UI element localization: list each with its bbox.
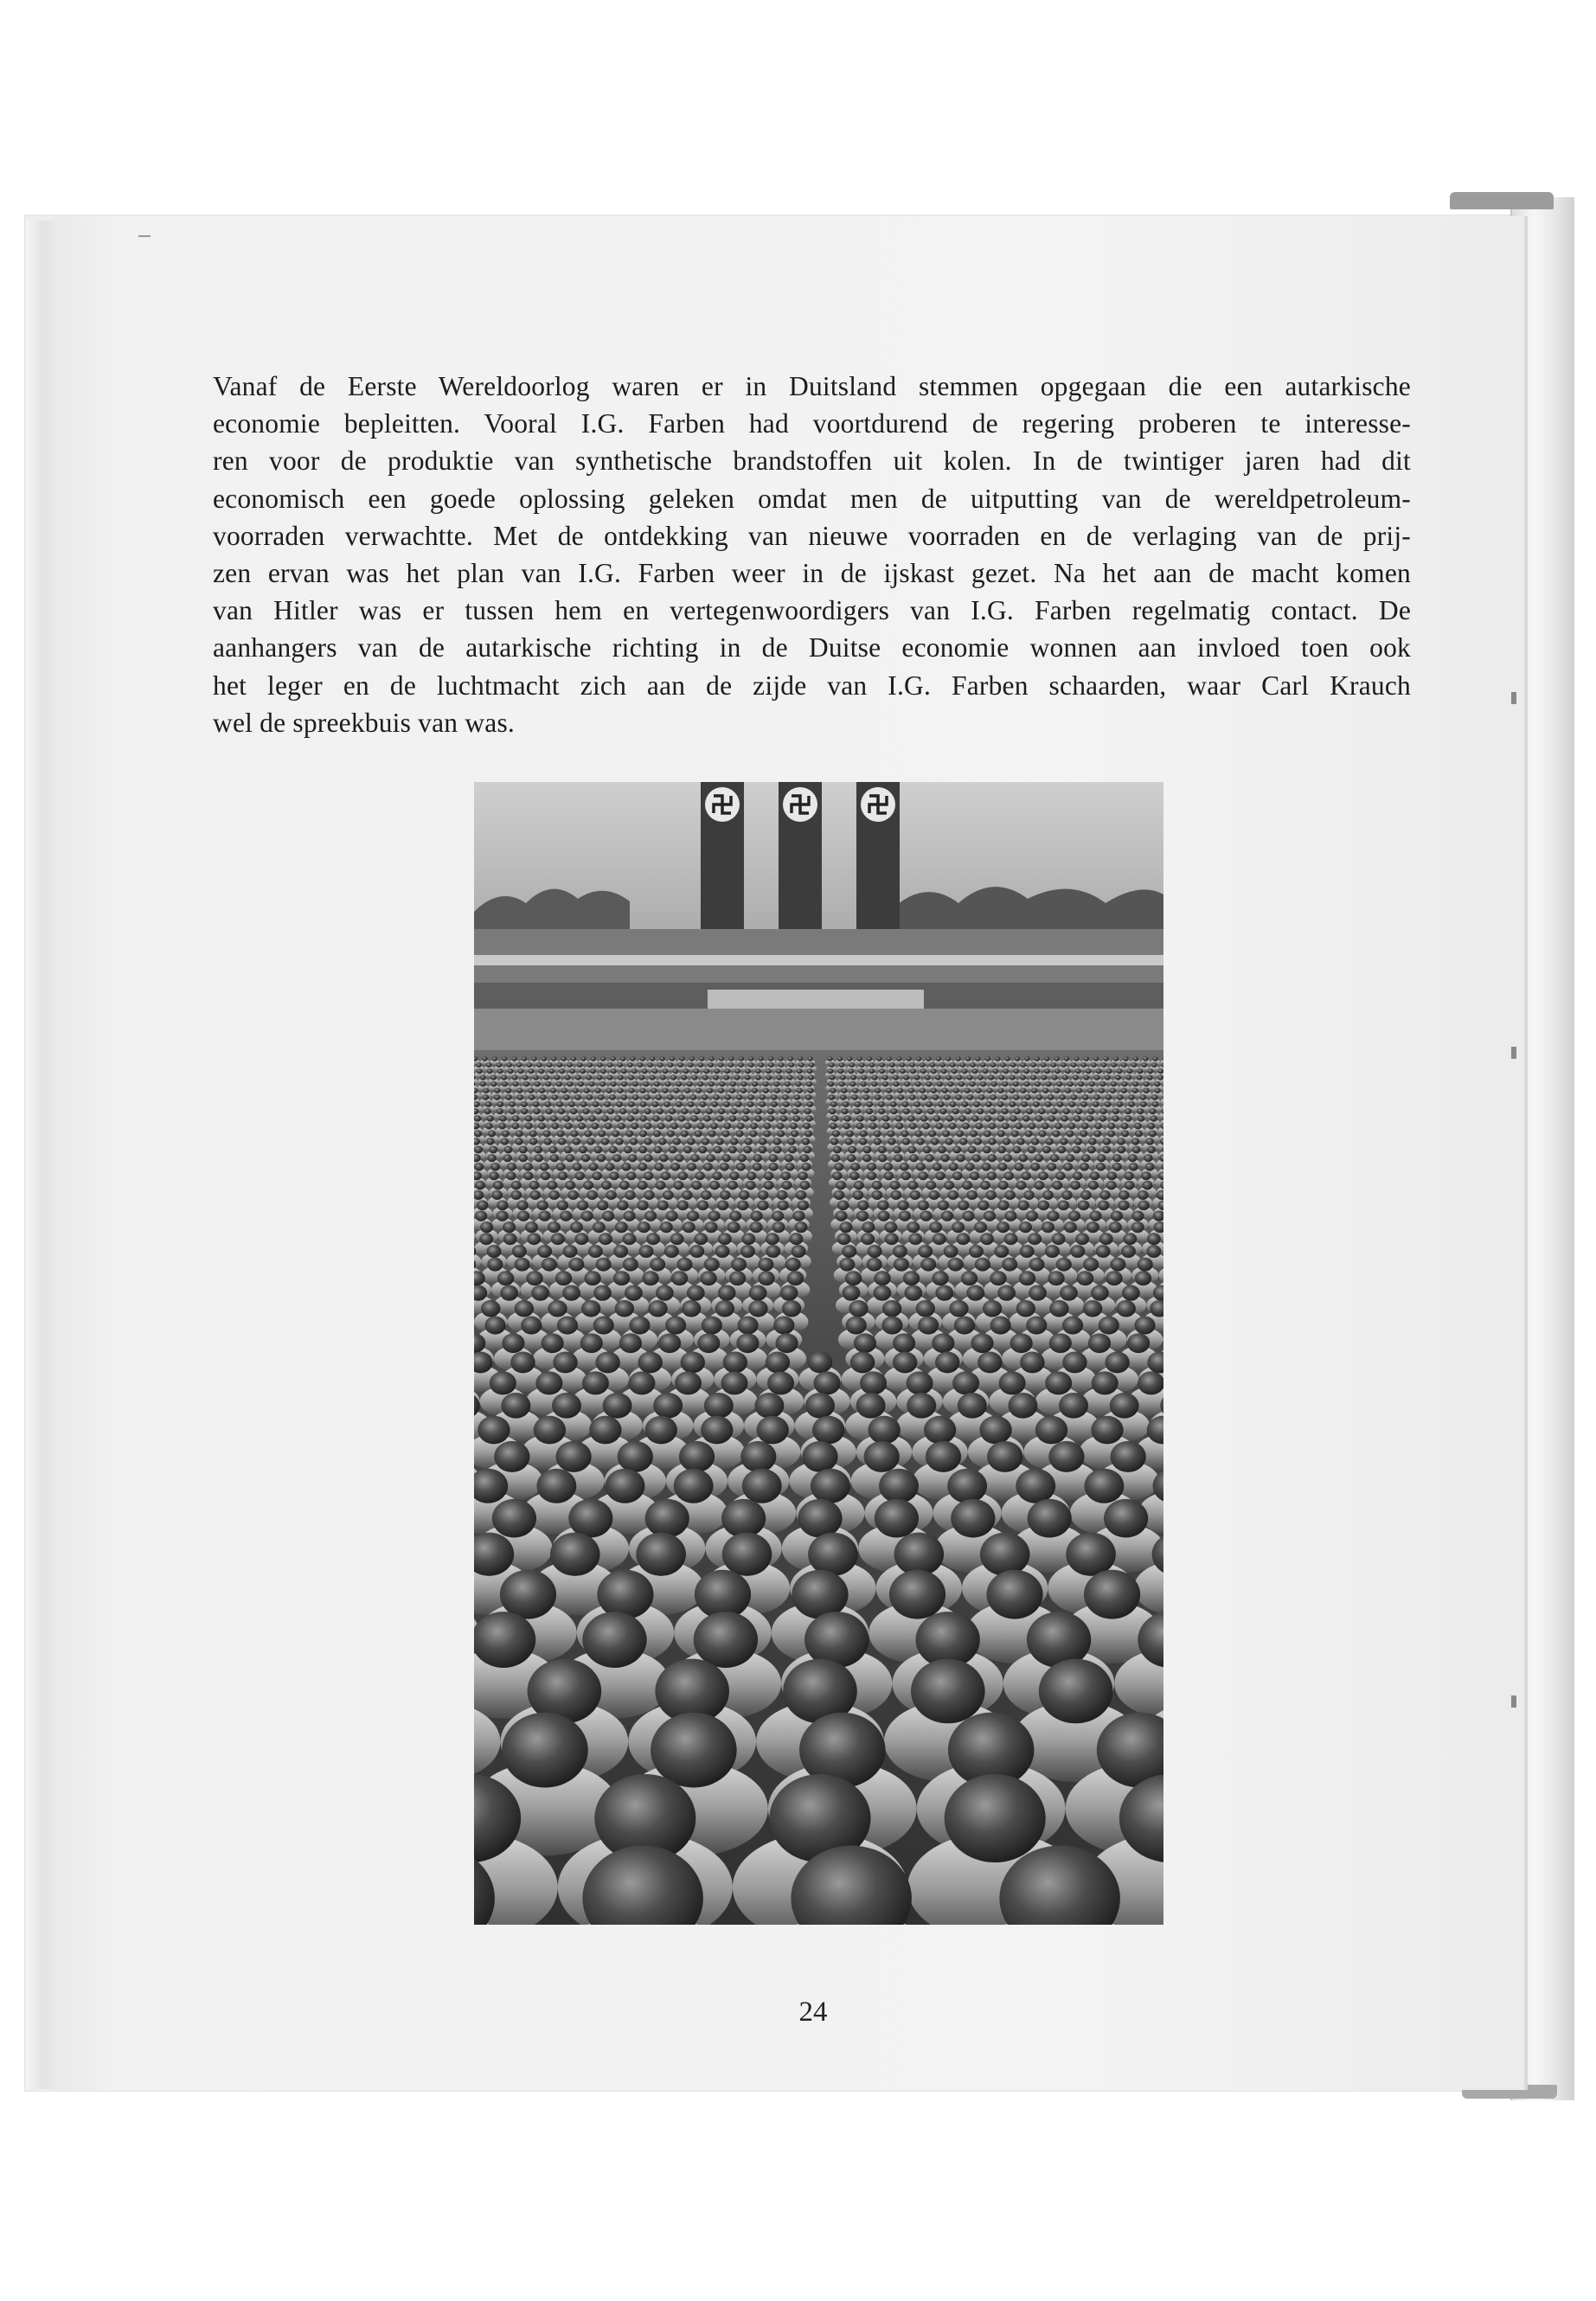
- page-mark: [138, 235, 151, 237]
- spine-cap-top: [1450, 192, 1554, 209]
- binding-thread: [1511, 1047, 1516, 1059]
- paragraph-line: economie bepleitten. Vooral I.G. Farben had voortdurend de regering proberen te interesse-: [213, 408, 1411, 439]
- binding-thread: [1511, 1695, 1516, 1708]
- paragraph-line: wel de spreekbuis van was.: [213, 707, 515, 738]
- paragraph-line: ren voor de produktie van synthetische brandstoffen uit kolen. In de twintiger jaren had dit: [213, 445, 1411, 477]
- binding-thread: [1511, 692, 1516, 704]
- paragraph-line: aanhangers van de autarkische richting in de Duitse economie wonnen aan invloed toen ook: [213, 632, 1411, 663]
- paragraph-line: Vanaf de Eerste Wereldoorlog waren er in Duitsland stemmen opgegaan die een autarkische: [213, 371, 1411, 401]
- rally-photo-icon: [474, 782, 1163, 1925]
- body-paragraph: [213, 368, 1411, 741]
- paragraph-line: economisch een goede oplossing geleken omdat men de uitputting van de wereldpetroleum-: [213, 483, 1411, 514]
- paragraph-line: van Hitler was er tussen hem en vertegenwoordigers van I.G. Farben regelmatig contact. De: [213, 595, 1411, 626]
- page-number: 24: [798, 1997, 828, 2028]
- paragraph-line: voorraden verwachtte. Met de ontdekking van nieuwe voorraden en de verlaging van de prij-: [213, 520, 1411, 551]
- paragraph-line: zen ervan was het plan van I.G. Farben weer in de ijskast gezet. Na het aan de macht komen: [213, 558, 1411, 589]
- paragraph-line: het leger en de luchtmacht zich aan de zijde van I.G. Farben schaarden, waar Carl Krauch: [213, 670, 1411, 701]
